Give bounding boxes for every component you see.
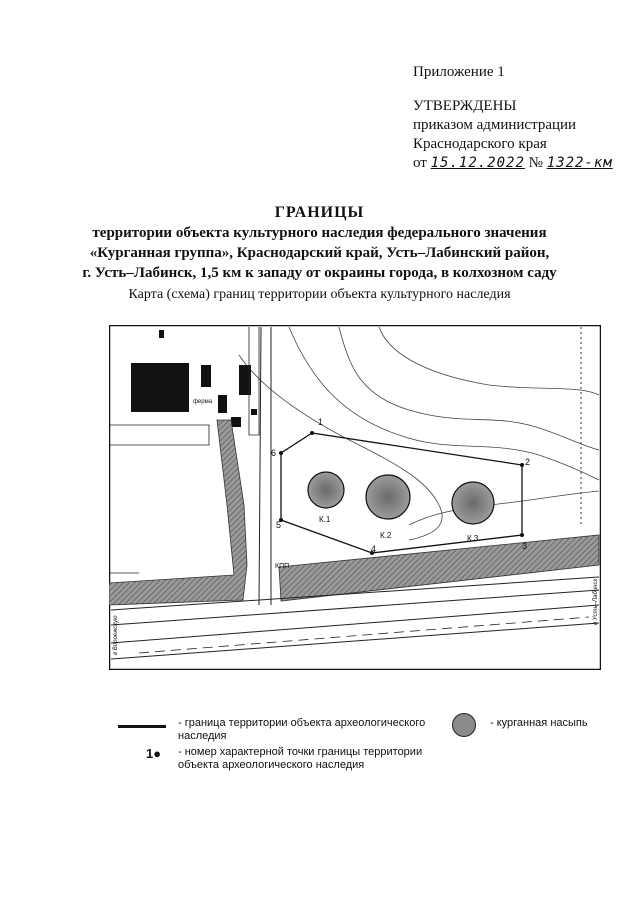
building-small-6: [159, 330, 164, 338]
building-small-4: [231, 417, 241, 427]
point-label-4: 4: [371, 544, 377, 554]
number-prefix: №: [528, 155, 543, 171]
point-label-5: 5: [276, 520, 282, 530]
mound-label-k3: К.3: [467, 534, 479, 543]
building-small-1: [201, 365, 211, 387]
mound-k3: [452, 482, 494, 524]
mound-k1: [308, 472, 344, 508]
road-label-left: в Вороежскую: [113, 615, 119, 655]
title-line-1: территории объекта культурного наследия федерального значения: [92, 225, 547, 241]
legend-boundary-line: [118, 725, 166, 728]
building-small-3: [218, 395, 227, 413]
building-large: [131, 363, 189, 412]
boundary-point-6: [279, 451, 283, 455]
mound-label-k2: К.2: [380, 531, 392, 540]
boundary-point-3: [520, 533, 524, 537]
approved-date-line: [413, 154, 613, 173]
kpp-label: КПП: [275, 563, 290, 570]
point-label-1: 1: [318, 417, 324, 427]
point-label-2: 2: [525, 457, 531, 467]
legend-mound-icon: [452, 713, 476, 737]
approved-heading: УТВЕРЖДЕНЫ: [413, 98, 517, 114]
legend-point-marker: 1●: [146, 746, 162, 761]
road-label-right: в Усть–Лабинск: [593, 578, 599, 625]
mound-label-k1: К.1: [319, 515, 331, 524]
mound-k2: [366, 475, 410, 519]
map-caption: Карта (схема) границ территории объекта культурного наследия: [128, 287, 511, 302]
farm-label: ферма: [193, 399, 213, 405]
title-line-3: г. Усть–Лабинск, 1,5 км к западу от окраины города, в колхозном саду: [82, 265, 557, 281]
approved-line-2: Краснодарского края: [413, 136, 547, 152]
title-heading: ГРАНИЦЫ: [274, 204, 365, 221]
title-line-2: «Курганная группа», Краснодарский край, Усть–Лабинский район,: [89, 245, 550, 261]
appendix-label: Приложение 1: [413, 64, 505, 80]
document-title: [0, 203, 639, 283]
date-prefix: от: [413, 155, 427, 171]
legend-mound-text: - курганная насыпь: [490, 717, 588, 729]
boundary-point-1: [310, 431, 314, 435]
site-map: [109, 325, 601, 670]
number-value: 1322-км: [546, 155, 613, 171]
legend-point-text: - номер характерной точки границы территории объекта археологического наследия: [178, 746, 423, 771]
boundary-point-2: [520, 463, 524, 467]
point-label-3: 3: [522, 541, 528, 551]
point-label-6: 6: [271, 448, 277, 458]
legend-boundary-text: - граница территории объекта археологического наследия: [178, 717, 426, 742]
date-value: 15.12.2022: [430, 155, 525, 171]
approved-line-1: приказом администрации: [413, 117, 577, 133]
building-small-5: [251, 409, 257, 415]
approval-block: [413, 97, 613, 173]
